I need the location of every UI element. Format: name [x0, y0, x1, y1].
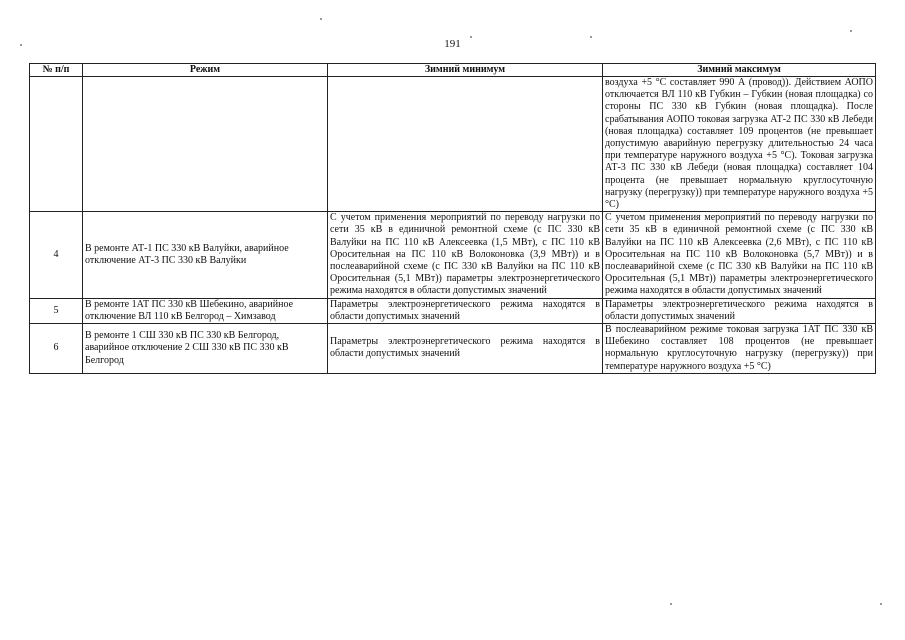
- row-num: 4: [30, 212, 83, 298]
- row-winter-min: Параметры электроэнергетического режима находятся в области допустимых значений: [328, 298, 603, 323]
- table-row: [30, 298, 876, 323]
- row-winter-max: С учетом применения мероприятий по переводу нагрузки по сети 35 кВ в единичной ремонтной схеме (с ПС 330 кВ Валуйки на ПС 110 кВ Алексеевка (2,6 МВт), с ПС 110 кВ Оросительная на ПС 110 кВ Волоконовка (5,7 МВт)) и в послеаварийной схеме (с ПС 330 кВ Валуйки на ПС 110 кВ Оросительная (5,1 МВт)) параметры электроэнергетического режима находятся в области допустимых значений: [603, 212, 876, 298]
- table-row: [30, 212, 876, 298]
- page-number: 191: [444, 38, 461, 50]
- table-header-row: [30, 64, 876, 77]
- scan-speck: [670, 603, 672, 605]
- scan-speck: [850, 30, 852, 32]
- row-mode: В ремонте 1АТ ПС 330 кВ Шебекино, аварийное отключение ВЛ 110 кВ Белгород – Химзавод: [83, 298, 328, 323]
- header-num: № п/п: [30, 64, 83, 77]
- row-winter-max: воздуха +5 °С составляет 990 А (провод)). Действием АОПО отключается ВЛ 110 кВ Губкин – Губкин (новая площадка) со стороны ПС 330 кВ Губкин (новая площадка). После срабатывания АОПО токовая загрузка АТ-2 ПС 330 кВ Лебеди (новая площадка) составляет 109 процентов (не превышает допустимую аварийную перегрузку длительностью 24 часа при температуре наружного воздуха +5 °С). Токовая загрузка АТ-3 ПС 330 кВ Лебеди (новая площадка) составляет 104 процента (не превышает нормальную круглосуточную нагрузку (перегрузку)) при температуре наружного воздуха +5 °С): [603, 77, 876, 212]
- table-row: [30, 324, 876, 374]
- row-mode: [83, 77, 328, 212]
- row-mode: В ремонте АТ-1 ПС 330 кВ Валуйки, аварийное отключение АТ-3 ПС 330 кВ Валуйки: [83, 212, 328, 298]
- header-winter-max: Зимний максимум: [603, 64, 876, 77]
- row-winter-max: В послеаварийном режиме токовая загрузка 1АТ ПС 330 кВ Шебекино составляет 108 процентов (не превышает нормальную круглосуточную нагрузку (перегрузку)) при температуре наружного воздуха +5 °С): [603, 324, 876, 374]
- row-num: 5: [30, 298, 83, 323]
- row-num: [30, 77, 83, 212]
- row-winter-min: Параметры электроэнергетического режима находятся в области допустимых значений: [328, 324, 603, 374]
- header-mode: Режим: [83, 64, 328, 77]
- scan-speck: [590, 36, 592, 38]
- row-winter-min: [328, 77, 603, 212]
- scan-speck: [880, 603, 882, 605]
- table-row: [30, 77, 876, 212]
- row-num: 6: [30, 324, 83, 374]
- row-winter-min: С учетом применения мероприятий по переводу нагрузки по сети 35 кВ в единичной ремонтной схеме (с ПС 330 кВ Валуйки на ПС 110 кВ Алексеевка (1,5 МВт), с ПС 110 кВ Оросительная на ПС 110 кВ Волоконовка (3,9 МВт)) и в послеаварийной схеме (с ПС 330 кВ Валуйки на ПС 110 кВ Оросительная (5,1 МВт)) параметры электроэнергетического режима находятся в области допустимых значений: [328, 212, 603, 298]
- scan-speck: [470, 36, 472, 38]
- scan-speck: [320, 18, 322, 20]
- header-winter-min: Зимний минимум: [328, 64, 603, 77]
- row-mode: В ремонте 1 СШ 330 кВ ПС 330 кВ Белгород, аварийное отключение 2 СШ 330 кВ ПС 330 кВ Белгород: [83, 324, 328, 374]
- scan-speck: [20, 44, 22, 46]
- regime-table: [29, 63, 876, 374]
- row-winter-max: Параметры электроэнергетического режима находятся в области допустимых значений: [603, 298, 876, 323]
